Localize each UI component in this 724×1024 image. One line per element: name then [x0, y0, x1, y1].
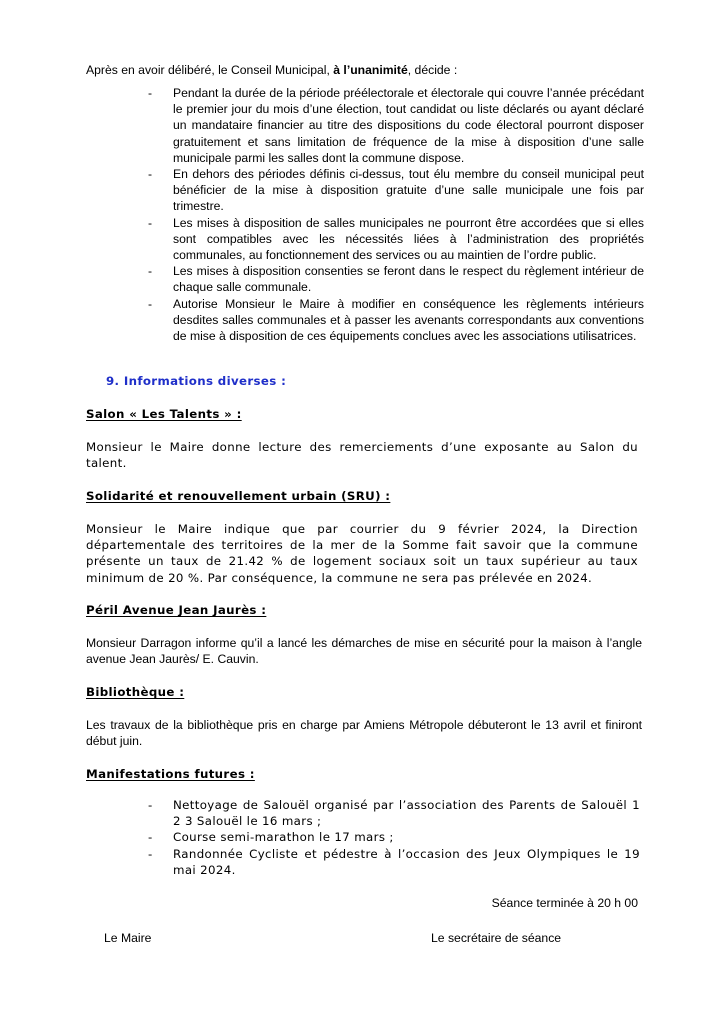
- manifestations-heading: Manifestations futures :: [86, 767, 255, 781]
- resolution-item: [148, 85, 644, 166]
- event-text: Nettoyage de Salouël organisé par l’association des Parents de Salouël 1 2 3 Salouël le 16 mars ;: [173, 798, 640, 829]
- resolution-item: [148, 166, 644, 215]
- intro-unanimity: à l’unanimité: [333, 63, 408, 77]
- salon-heading: Salon « Les Talents » :: [86, 407, 242, 421]
- resolutions-list: [148, 85, 644, 344]
- event-text: Randonnée Cycliste et pédestre à l’occasion des Jeux Olympiques le 19 mai 2024.: [173, 846, 640, 877]
- list-bullet: -: [148, 846, 153, 861]
- intro-text-before: Après en avoir délibéré, le Conseil Municipal,: [86, 63, 334, 77]
- list-bullet: -: [148, 167, 153, 182]
- peril-paragraph: Monsieur Darragon informe qu’il a lancé les démarches de mise en sécurité pour la maison à l’angle avenue Jean Jaurès/ E. Cauvin.: [86, 636, 642, 667]
- list-bullet: -: [148, 830, 153, 845]
- list-bullet: -: [148, 798, 153, 812]
- list-bullet: -: [148, 264, 153, 279]
- sru-paragraph: Monsieur le Maire indique que par courrier du 9 février 2024, la Direction départementale des territoires de la mer de la Somme fait savoir que la commune présente un taux de 21.42 % de logement sociaux soit un taux supérieur au taux minimum de 20 %. Par conséquence, la commune ne sera pas prélevée en 2024.: [86, 522, 638, 585]
- events-list: [148, 797, 640, 878]
- event-item: [148, 846, 640, 878]
- list-bullet: -: [148, 86, 153, 100]
- event-text: Course semi-marathon le 17 mars ;: [173, 830, 394, 845]
- resolution-text: Les mises à disposition de salles municipales ne pourront être accordées que si elles sont compatibles avec les nécessités liées à l’administration des propriétés communales, au fonctionnement des services ou au maintien de l’ordre public.: [173, 215, 644, 263]
- list-bullet: -: [148, 296, 153, 311]
- intro-text-after: , décide :: [407, 63, 458, 77]
- resolution-text: Pendant la durée de la période préélectorale et électorale qui couvre l’année précédant le premier jour du mois d’une élection, tout candidat ou liste déclarés ou ayant déclaré un mandataire financier au titre des dispositions du code électoral pourront disposer gratuitement et sans limitation de fréquence de la mise à disposition d’une salle municipale parmi les salles dont la commune dispose.: [173, 86, 644, 165]
- resolution-item: [148, 296, 644, 345]
- sru-heading: Solidarité et renouvellement urbain (SRU) :: [86, 489, 391, 503]
- signature-mayor: Le Maire: [104, 931, 152, 945]
- bibliotheque-heading: Bibliothèque :: [86, 685, 185, 699]
- resolution-item: [148, 263, 644, 295]
- resolution-text: Les mises à disposition consenties se feront dans le respect du règlement intérieur de chaque salle communale.: [173, 264, 644, 295]
- event-item: [148, 829, 640, 845]
- section-title: 9. Informations diverses :: [106, 374, 287, 388]
- event-item: [148, 797, 640, 829]
- resolution-text: En dehors des périodes définis ci-dessus, tout élu membre du conseil municipal peut bénéficier de la mise à disposition gratuite d’une salle municipale une fois par trimestre.: [173, 167, 644, 214]
- session-end: Séance terminée à 20 h 00: [491, 896, 638, 910]
- salon-paragraph: Monsieur le Maire donne lecture des remerciements d’une exposante au Salon du talent.: [86, 440, 638, 471]
- peril-heading: Péril Avenue Jean Jaurès :: [86, 603, 267, 617]
- resolution-text: Autorise Monsieur le Maire à modifier en conséquence les règlements intérieurs desdites salles communales et à passer les avenants correspondants aux conventions de mise à disposition de ces équipements conclues avec les associations utilisatrices.: [173, 296, 644, 344]
- list-bullet: -: [148, 215, 153, 230]
- resolution-item: [148, 215, 644, 264]
- signature-secretary: Le secrétaire de séance: [431, 931, 562, 945]
- bibliotheque-paragraph: Les travaux de la bibliothèque pris en charge par Amiens Métropole débuteront le 13 avril et finiront début juin.: [86, 718, 642, 749]
- intro-paragraph: [86, 62, 646, 78]
